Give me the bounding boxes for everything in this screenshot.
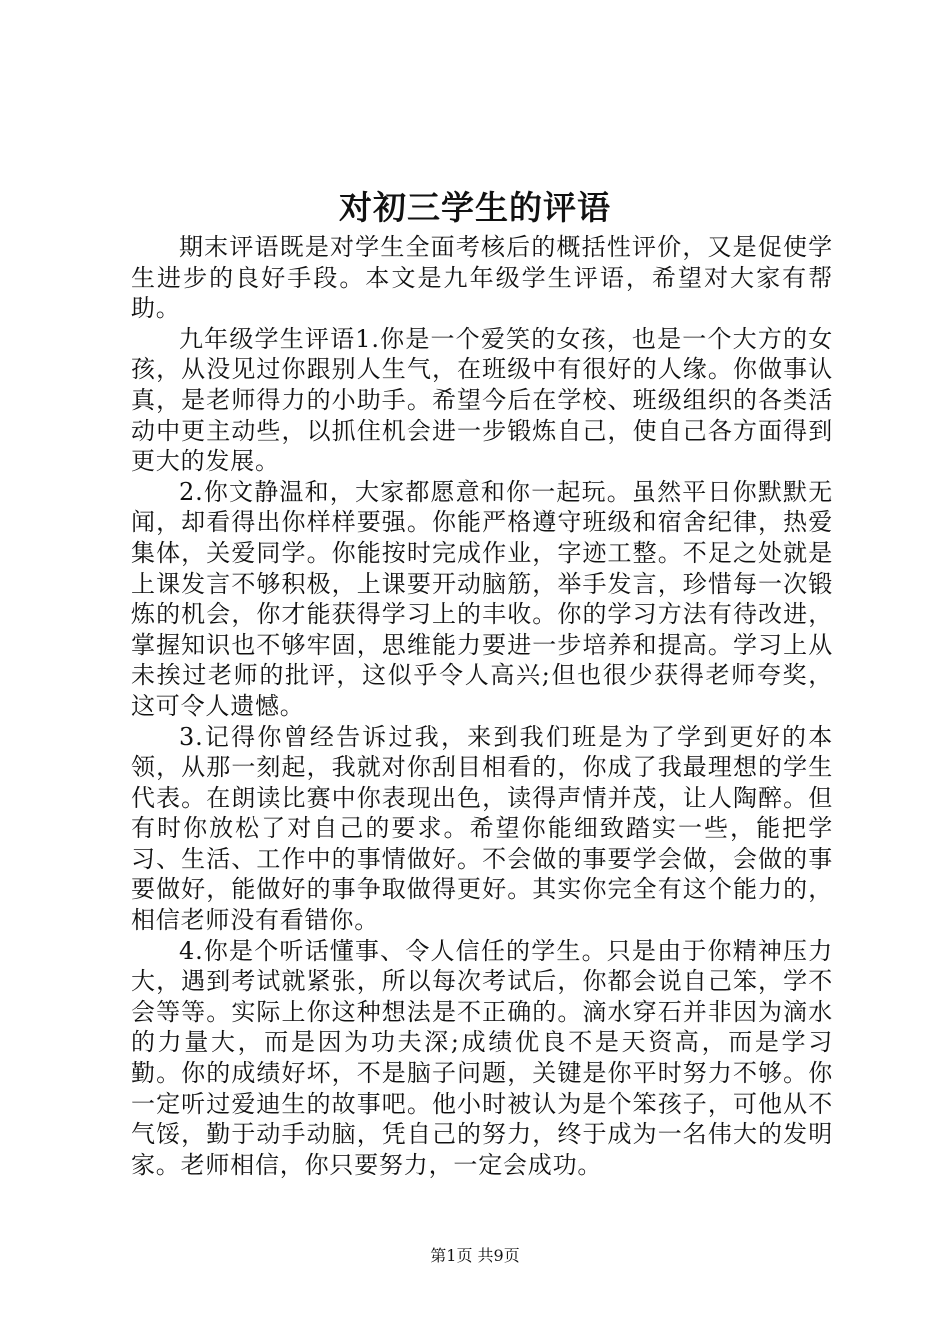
comment-paragraph-1: 九年级学生评语1.你是一个爱笑的女孩，也是一个大方的女孩，从没见过你跟别人生气，在班级中有很好的人缘。你做事认真，是老师得力的小助手。希望今后在学校、班级组织的各类活动中更主动些，以抓住机会进一步锻炼自己，使自己各方面得到更大的发展。 (131, 324, 833, 476)
comment-paragraph-4: 4.你是个听话懂事、令人信任的学生。只是由于你精神压力大，遇到考试就紧张，所以每次考试后，你都会说自己笨，学不会等等。实际上你这种想法是不正确的。滴水穿石并非因为滴水的力量大，而是因为功夫深;成绩优良不是天资高，而是学习勤。你的成绩好坏，不是脑子问题，关键是你平时努力不够。你一定听过爱迪生的故事吧。他小时被认为是个笨孩子，可他从不气馁，勤于动手动脑，凭自己的努力，终于成为一名伟大的发明家。老师相信，你只要努力，一定会成功。 (131, 936, 833, 1179)
document-title: 对初三学生的评语 (339, 188, 611, 227)
document-body (131, 232, 833, 1180)
intro-paragraph: 期末评语既是对学生全面考核后的概括性评价，又是促使学生进步的良好手段。本文是九年级学生评语，希望对大家有帮助。 (131, 233, 833, 323)
comment-paragraph-3: 3.记得你曾经告诉过我，来到我们班是为了学到更好的本领，从那一刻起，我就对你刮目相看的，你成了我最理想的学生代表。在朗读比赛中你表现出色，读得声情并茂，让人陶醉。但有时你放松了对自己的要求。希望你能细致踏实一些，能把学习、生活、工作中的事情做好。不会做的事要学会做，会做的事要做好，能做好的事争取做得更好。其实你完全有这个能力的，相信老师没有看错你。 (131, 722, 833, 935)
comment-paragraph-2: 2.你文静温和，大家都愿意和你一起玩。虽然平日你默默无闻，却看得出你样样要强。你能严格遵守班级和宿舍纪律，热爱集体，关爱同学。你能按时完成作业，字迹工整。不足之处就是上课发言不够积极，上课要开动脑筋，举手发言，珍惜每一次锻炼的机会，你才能获得学习上的丰收。你的学习方法有待改进，掌握知识也不够牢固，思维能力要进一步培养和提高。学习上从未挨过老师的批评，这似乎令人高兴;但也很少获得老师夸奖，这可令人遗憾。 (131, 477, 833, 720)
page-footer: 第1页 共9页 (430, 1246, 520, 1265)
